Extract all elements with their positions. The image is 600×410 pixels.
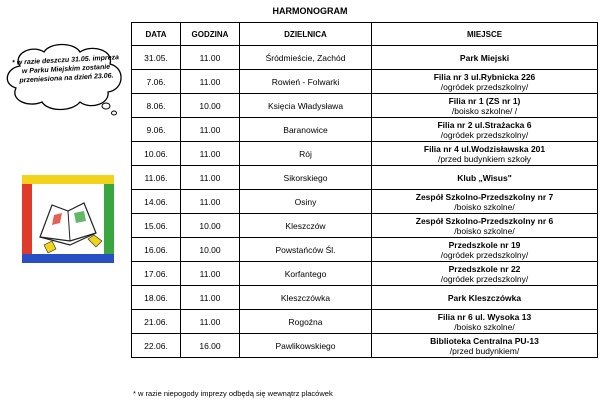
place-name: Park Kleszczówka (447, 292, 522, 303)
place-detail: /przed budynkiem/ (449, 345, 520, 356)
table-row (132, 214, 598, 238)
cell-place (372, 46, 598, 70)
rain-note-bubble (2, 40, 130, 120)
cell-place (372, 310, 598, 334)
cell-district: Rój (240, 142, 372, 166)
cell-place (372, 166, 598, 190)
table-row (132, 70, 598, 94)
table-row (132, 118, 598, 142)
cell-date: 11.06. (132, 166, 181, 190)
place-name: Zespół Szkolno-Przedszkolny nr 6 (415, 215, 554, 226)
cell-district: Korfantego (240, 262, 372, 286)
header-time: GODZINA (181, 23, 240, 46)
place-detail: /ogródek przedszkolny/ (440, 129, 529, 140)
place-name: Biblioteka Centralna PU-13 (430, 335, 539, 346)
place-name: Klub „Wisus" (457, 172, 512, 183)
cell-place (372, 70, 598, 94)
cell-date: 21.06. (132, 310, 181, 334)
cell-district: Śródmieście, Zachód (240, 46, 372, 70)
header-district: DZIELNICA (240, 23, 372, 46)
cell-district: Kleszczówka (240, 286, 372, 310)
place-name: Filia nr 3 ul.Rybnicka 226 (433, 71, 536, 82)
cell-time: 11.00 (181, 142, 240, 166)
cell-place (372, 238, 598, 262)
place-detail: /ogródek przedszkolny/ (440, 273, 529, 284)
table-row (132, 190, 598, 214)
cell-date: 14.06. (132, 190, 181, 214)
schedule-table (131, 22, 598, 358)
cell-district: Księcia Władysława (240, 94, 372, 118)
place-detail: /boisko szkolne/ (454, 321, 515, 332)
place-detail: /boisko szkolne/ / (451, 105, 518, 116)
cell-place (372, 142, 598, 166)
cell-date: 16.06. (132, 238, 181, 262)
cell-district: Baranowice (240, 118, 372, 142)
cell-time: 11.00 (181, 46, 240, 70)
header-place: MIEJSCE (372, 23, 598, 46)
library-logo (22, 175, 114, 263)
table-header-row (132, 23, 598, 46)
header-date: DATA (132, 23, 181, 46)
cell-place (372, 286, 598, 310)
cell-date: 17.06. (132, 262, 181, 286)
table-row (132, 142, 598, 166)
place-detail: /ogródek przedszkolny/ (440, 81, 529, 92)
cell-district: Sikorskiego (240, 166, 372, 190)
cell-date: 10.06. (132, 142, 181, 166)
table-row (132, 262, 598, 286)
cell-district: Powstańców Śl. (240, 238, 372, 262)
cell-time: 11.00 (181, 286, 240, 310)
place-name: Filia nr 1 (ZS nr 1) (448, 95, 521, 106)
table-row (132, 334, 598, 358)
place-detail: /boisko szkolne/ (454, 225, 515, 236)
place-name: Park Miejski (459, 52, 510, 63)
book-logo-icon (22, 175, 114, 263)
cell-date: 15.06. (132, 214, 181, 238)
cell-place (372, 190, 598, 214)
cell-district: Pawlikowskiego (240, 334, 372, 358)
cell-date: 31.05. (132, 46, 181, 70)
footnote: * w razie niepogody imprezy odbędą się wewnątrz placówek (133, 389, 333, 398)
cell-place (372, 334, 598, 358)
cell-time: 10.00 (181, 214, 240, 238)
cell-time: 11.00 (181, 190, 240, 214)
cell-date: 7.06. (132, 70, 181, 94)
table-row (132, 286, 598, 310)
cell-district: Rogoźna (240, 310, 372, 334)
cell-place (372, 94, 598, 118)
cell-date: 18.06. (132, 286, 181, 310)
place-detail: /ogródek przedszkolny/ (440, 249, 529, 260)
place-name: Przedszkole nr 19 (448, 239, 521, 250)
table-row (132, 310, 598, 334)
cell-place (372, 118, 598, 142)
place-name: Zespół Szkolno-Przedszkolny nr 7 (415, 191, 554, 202)
place-name: Filia nr 6 ul. Wysoka 13 (437, 311, 532, 322)
cell-time: 11.00 (181, 166, 240, 190)
cell-time: 10.00 (181, 238, 240, 262)
cell-place (372, 214, 598, 238)
cell-date: 8.06. (132, 94, 181, 118)
place-name: Filia nr 4 ul.Wodzisławska 201 (423, 143, 546, 154)
cell-time: 11.00 (181, 310, 240, 334)
cell-district: Osiny (240, 190, 372, 214)
cell-time: 11.00 (181, 70, 240, 94)
place-detail: /boisko szkolne/ (454, 201, 515, 212)
cell-district: Kleszczów (240, 214, 372, 238)
cell-district: Rowień - Folwarki (240, 70, 372, 94)
cell-date: 9.06. (132, 118, 181, 142)
table-row (132, 46, 598, 70)
table-row (132, 94, 598, 118)
cell-time: 10.00 (181, 94, 240, 118)
cell-time: 11.00 (181, 118, 240, 142)
page-title: HARMONOGRAM (272, 6, 348, 16)
cell-time: 16.00 (181, 334, 240, 358)
place-name: Przedszkole nr 22 (448, 263, 521, 274)
place-name: Filia nr 2 ul.Strażacka 6 (437, 119, 532, 130)
table-row (132, 166, 598, 190)
cell-time: 11.00 (181, 262, 240, 286)
table-row (132, 238, 598, 262)
place-detail: /przed budynkiem szkoły (437, 153, 532, 164)
cell-place (372, 262, 598, 286)
cell-date: 22.06. (132, 334, 181, 358)
rain-note-text: * w razie deszczu 31.05. impreza w Parku Miejskim zostanie przeniesiona na dzień 23.06. (11, 54, 120, 85)
